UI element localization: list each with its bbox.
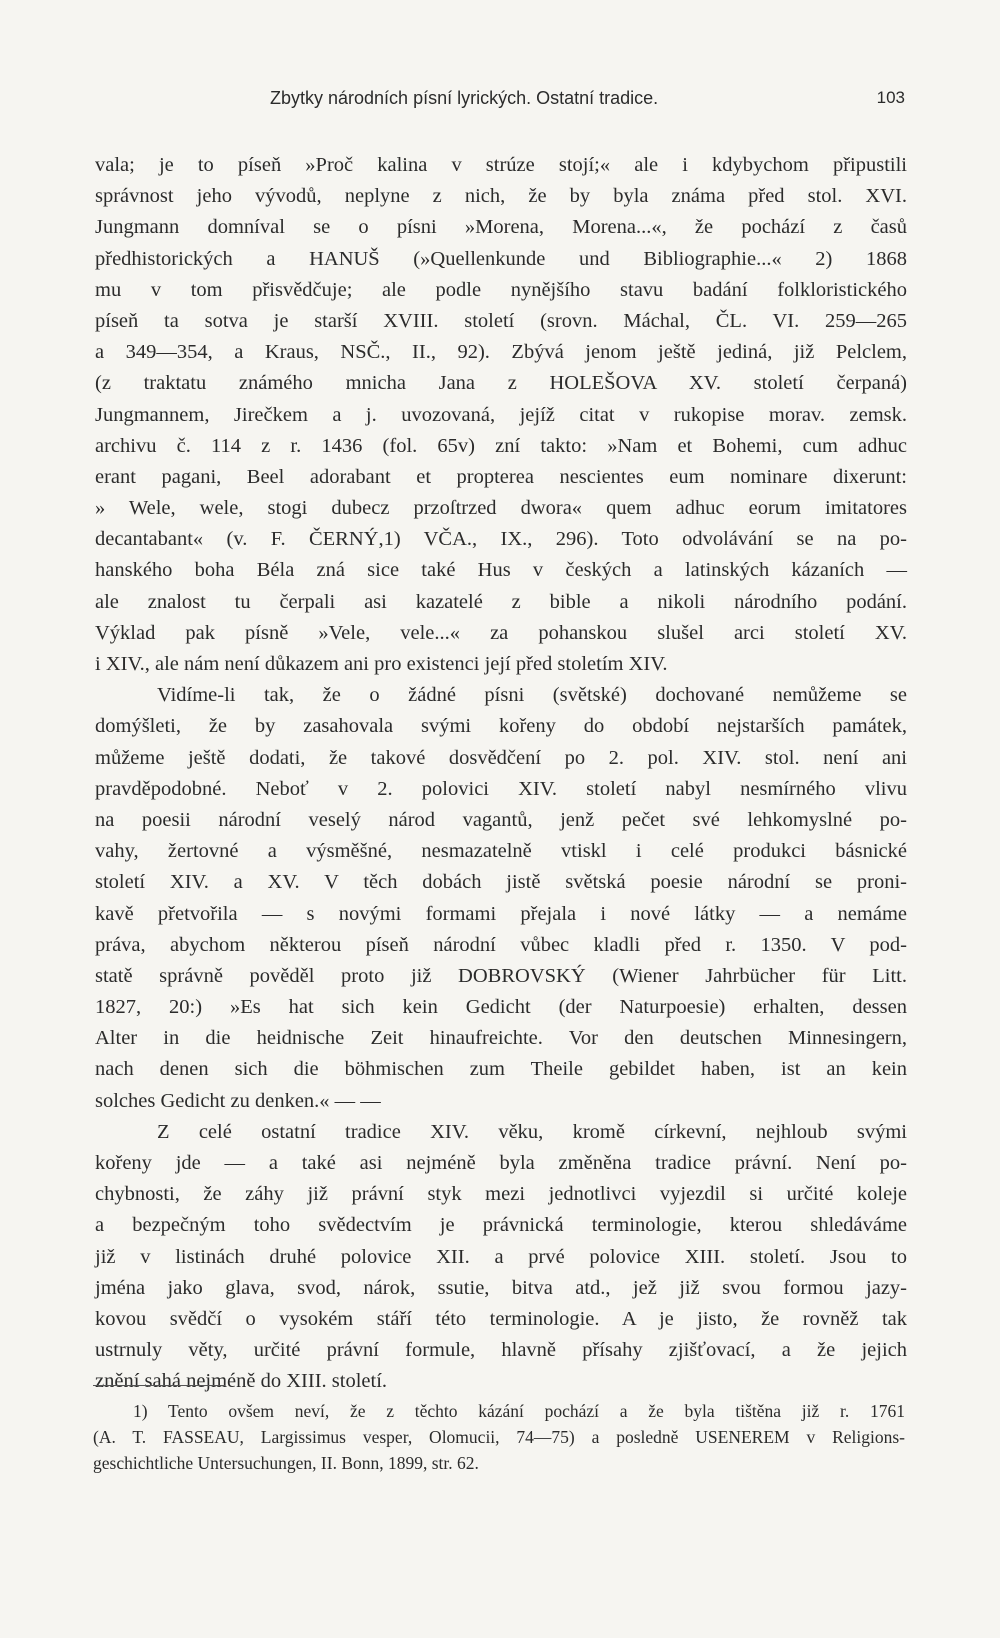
text-line: předhistorických a HANUŠ (»Quellenkunde und Bibliographie...« 2) 1868 [95, 247, 907, 270]
page-number: 103 [876, 88, 905, 107]
text-line: » Wele, wele, stogi dubecz przoſtrzed dwora« quem adhuc eorum imitatores [95, 497, 907, 520]
text-line: chybnosti, že záhy již právní styk mezi jednotlivci vyjezdil si určité koleje [95, 1183, 907, 1206]
text-line: a 349—354, a Kraus, NSČ., II., 92). Zbývá jenom ještě jediná, již Pelclem, [95, 341, 907, 364]
text-line: kořeny jde — a také asi nejméně byla změněna tradice právní. Není po- [95, 1152, 907, 1174]
text-line: na poesii národní veselý národ vagantů, jenž pečet své lehkomyslné po- [95, 808, 907, 831]
footnote-line: 1) Tento ovšem neví, že z těchto kázání pochází a že byla tištěna již r. 1761 [133, 1401, 905, 1421]
text-line: domýšleti, že by zasahovala svými kořeny do období nejstarších památek, [95, 715, 907, 738]
footnotes [93, 1398, 905, 1476]
paragraph-start-line: Z celé ostatní tradice XIV. věku, kromě církevní, nejhloub svými [157, 1120, 907, 1143]
text-line: pravděpodobné. Neboť v 2. polovici XIV. století nabyl nesmírného vlivu [95, 777, 907, 800]
text-line: hanského boha Béla zná sice také Hus v českých a latinských kázaních — [95, 559, 907, 582]
running-header [95, 88, 905, 118]
running-title: Zbytky národních písní lyrických. Ostatní tradice. [270, 88, 659, 108]
text-line: mu v tom přisvědčuje; ale podle nynějšího stavu badání folkloristického [95, 278, 907, 301]
text-line: decantabant« (v. F. ČERNÝ,1) VČA., IX., 296). Toto odvolávání se na po- [95, 528, 907, 551]
text-line: vala; je to píseň »Proč kalina v strúze stojí;« ale i kdybychom připustili [95, 154, 907, 176]
text-line: kavě přetvořila — s novými formami přejala i nové látky — a nemáme [95, 902, 907, 925]
text-line: Jungmann domníval se o písni »Morena, Morena...«, že pochází z časů [95, 216, 907, 239]
text-line: ustrnuly věty, určité právní formule, hlavně přísahy zjišťovací, a že jejich [95, 1339, 907, 1362]
text-line: znění sahá nejméně do XIII. století. [95, 1370, 388, 1393]
text-line: i XIV., ale nám není důkazem ani pro existenci její před stoletím XIV. [95, 653, 668, 675]
text-line: Alter in die heidnische Zeit hinaufreichte. Vor den deutschen Minnesingern, [95, 1027, 907, 1050]
text-line: správnost jeho vývodů, neplyne z nich, že by byla známa před stol. XVI. [95, 185, 907, 208]
text-line: Jungmannem, Jirečkem a j. uvozovaná, jejíž citat v rukopise morav. zemsk. [95, 403, 907, 426]
text-line: století XIV. a XV. V těch dobách jistě světská poesie národní se proni- [95, 871, 907, 894]
text-line: práva, abychom některou píseň národní vůbec kladli před r. 1350. V pod- [95, 933, 907, 956]
text-line: 1827, 20:) »Es hat sich kein Gedicht (der Naturpoesie) erhalten, dessen [95, 996, 907, 1019]
text-line: můžeme ještě dodati, že takové dosvědčení po 2. pol. XIV. stol. není ani [95, 746, 907, 769]
text-line: píseň ta sotva je starší XVIII. století (srovn. Máchal, ČL. VI. 259—265 [95, 309, 907, 332]
text-line: a bezpečným toho svědectvím je právnická terminologie, kterou shledáváme [95, 1214, 907, 1237]
footnote-line: (A. T. FASSEAU, Largissimus vesper, Olomucii, 74—75) a posledně USENEREM v Religions- [93, 1427, 905, 1447]
text-line: vahy, žertovné a výsměšné, nesmazatelně vtiskl i celé produkci básnické [95, 840, 907, 863]
text-line: kovou svědčí o vysokém stáří této terminologie. A je jisto, že rovněž tak [95, 1307, 907, 1330]
body-text [95, 150, 907, 1398]
text-line: statě správně pověděl proto již DOBROVSKÝ (Wiener Jahrbücher für Litt. [95, 964, 907, 987]
text-line: (z traktatu známého mnicha Jana z HOLEŠOVA XV. století čerpaná) [95, 372, 907, 395]
paragraph-start-line: Vidíme-li tak, že o žádné písni (světské) dochované nemůžeme se [157, 684, 907, 707]
text-line: nach denen sich die böhmischen zum Theile gebildet haben, ist an kein [95, 1058, 907, 1081]
text-line: jména jako glava, svod, nárok, ssutie, bitva atd., jež již svou formou jazy- [95, 1276, 907, 1299]
footnote-divider [93, 1385, 225, 1386]
text-line: erant pagani, Beel adorabant et propterea nescientes eum nominare dixerunt: [95, 465, 907, 488]
text-line: ale znalost tu čerpali asi kazatelé z bible a nikoli národního podání. [95, 590, 907, 613]
text-line: archivu č. 114 z r. 1436 (fol. 65v) zní takto: »Nam et Bohemi, cum adhuc [95, 434, 907, 457]
footnote-line: geschichtliche Untersuchungen, II. Bonn, 1899, str. 62. [93, 1453, 479, 1473]
text-line: Výklad pak písně »Vele, vele...« za pohanskou slušel arci století XV. [95, 621, 907, 644]
text-line: již v listinách druhé polovice XII. a prvé polovice XIII. století. Jsou to [95, 1245, 907, 1268]
text-line: solches Gedicht zu denken.« — — [95, 1089, 381, 1112]
